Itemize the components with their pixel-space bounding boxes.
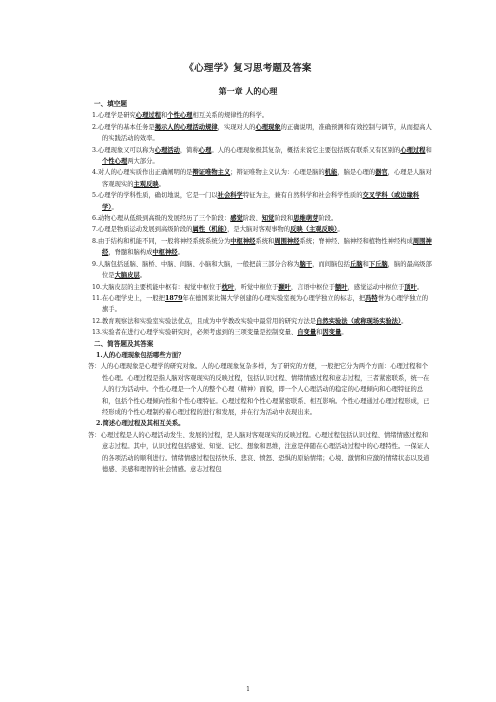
fill-in-item	[88, 327, 434, 338]
fill-in-text: ，脑的最高级部位是	[102, 260, 432, 280]
fill-in-answer: 知觉	[261, 215, 275, 223]
fill-in-text: 1.心理学是研究	[92, 112, 136, 120]
section-heading-fill-in: 一、填空题	[94, 100, 127, 108]
fill-in-text: 阶段和	[274, 215, 294, 223]
fill-in-item	[88, 122, 434, 145]
fill-in-text: ，脑是心理的	[337, 169, 376, 177]
fill-in-text: 年在德国莱比锡大学创建的心理实验室视为心理学独立的标志，把	[182, 294, 366, 302]
fill-in-text: 。	[111, 203, 118, 211]
fill-in-text: 。	[158, 180, 165, 188]
fill-in-item	[88, 190, 434, 213]
fill-in-answer: 揭示人的心理活动规律	[154, 123, 218, 131]
fill-in-answer: 自然实验法（或称现场实验法）	[316, 317, 402, 325]
fill-in-item	[88, 293, 434, 316]
document-title: 《心理学》复习思考题及答案	[184, 63, 312, 74]
fill-in-answer: 机能	[324, 169, 338, 177]
chapter-heading: 第一章 人的心理	[218, 86, 278, 96]
fill-in-text: 12.教育观察法和实验室实验法优点，且成为中学教改实验中最常用的研究方法是	[92, 317, 317, 325]
fill-in-answer: 自变量	[297, 329, 317, 337]
fill-in-answer: 心理现象	[255, 123, 281, 131]
fill-in-text: 3.心理现象又可以称为	[92, 146, 155, 154]
document-body	[88, 99, 434, 475]
fill-in-text: 4.对人的心理实质作出正确阐明的是	[92, 169, 193, 177]
fill-in-text: 阶段。	[318, 215, 338, 223]
fill-in-text: 8.由于结构和机能不同，一般将神经系统系统分为	[92, 237, 231, 245]
fill-in-text: 。	[337, 226, 344, 234]
fill-in-answer: 因变量	[322, 329, 342, 337]
fill-in-text: 的正确说明，准确预测和有效控制与调节，从而提高人的实践活动的效率。	[102, 123, 432, 143]
fill-in-answer: 主观反映	[133, 180, 159, 188]
fill-in-item	[88, 224, 434, 235]
fill-in-item	[88, 167, 434, 190]
fill-in-text: 13.实验者在进行心理学实验研究时，必须考虑到的三项变量是控制变量、	[92, 329, 298, 337]
fill-in-text: 。	[139, 272, 147, 280]
fill-in-text: 。	[401, 317, 408, 325]
fill-in-answer: 大脑皮层	[114, 272, 140, 280]
fill-in-answer: 社会科学	[217, 192, 243, 200]
fill-in-text: ，言语中枢位于	[290, 283, 335, 291]
fill-in-answer: 反映（主观反映）	[290, 226, 338, 234]
page-number: 1	[246, 686, 250, 693]
fill-in-answer: 心理过程	[400, 146, 426, 154]
fill-in-answer: 脑干	[299, 260, 313, 268]
fill-in-answer: 中枢神经	[230, 237, 256, 245]
fill-in-item	[88, 213, 434, 224]
fill-in-answer: 感觉	[230, 215, 243, 223]
fill-in-text: 。	[416, 283, 424, 291]
fill-in-answer: 器官	[375, 169, 388, 177]
fill-in-text: ，脊髓和脑构成	[108, 249, 153, 257]
fill-in-text: 。人的心理现象极其复杂，概括来说它主要包括既有联系又有区别的	[211, 146, 401, 154]
fill-in-text: 2.心理学的基本任务是	[92, 123, 155, 131]
fill-in-text: 5.心理学的学科性质，确切地说，它是一门以	[92, 192, 218, 200]
fill-in-answer: 思维萌芽	[293, 215, 319, 223]
fill-in-text: ，而间脑包括	[312, 260, 350, 268]
fill-in-answer: 颞叶	[278, 283, 291, 291]
fill-in-item	[88, 110, 434, 121]
fill-in-answer: 额叶	[335, 283, 348, 291]
fill-in-item	[88, 316, 434, 327]
fill-in-text: 11.在心理学史上，一般把	[92, 294, 165, 302]
fill-in-item	[88, 259, 434, 282]
fill-in-text: 誉为心理学独立的旗手。	[102, 294, 429, 314]
fill-in-answer: 顶叶	[404, 283, 417, 291]
section-heading-short-answer: 二、简答题及其答案	[94, 339, 154, 348]
fill-in-answer: 1879	[164, 294, 183, 302]
fill-in-text: 。	[177, 249, 184, 257]
fill-in-answer: 中枢神经	[152, 249, 178, 257]
fill-in-text: 10.大脑皮层的主要机能中枢有：视觉中枢位于	[92, 283, 222, 291]
fill-in-item	[88, 282, 434, 293]
answer-2: 答：心理过程是人的心理活动发生、发展的过程，是人脑对客观现实的反映过程。心理过程包括认识过程、情绪情感过程和意志过程。其中，认识过程包括感觉、知觉、记忆、想象和思维，注意是伴随在心理活动过程中的心理特性。一保证人的各项活动的顺利进行。情绪情感过程包括快乐、悲哀、愤怒、恐惧的原始情绪；心境、激情和应激的情绪状态以及道德感、美感和理智的社会情感。意志过程包	[88, 431, 430, 473]
answer-1: 答：人的心理现象是心理学的研究对象。人的心理现象复杂多样，为了研究的方便，一般把它分为两个方面：心理过程和个性心理。心理过程是指人脑对客观现实的反映过程，包括认识过程、情绪情感过程和意志过程，三者紧密联系，统一在人的行为活动中。个性心理是一个人的整个心理（精神）面貌，即一个人心理活动的稳定的心理倾向和心理特征的总和，包括个性心理倾向性和个性心理特征。心理过程和个性心理紧密联系、相互影响。个性心理通过心理过程形成，已经形成的个性心理制约着心理过程的进行和发展，并在行为活动中表现出来。	[88, 363, 430, 416]
fill-in-answer: 交叉学科（或边缘科学）	[102, 192, 420, 211]
fill-in-text: 7.心理是物质运动发展到高级阶段的	[92, 226, 193, 234]
fill-in-answer: 个性心理	[102, 158, 128, 166]
fill-in-text: 和	[362, 260, 369, 268]
fill-in-text: 两大部分。	[127, 158, 159, 166]
fill-in-answer: 下丘脑	[368, 260, 388, 268]
fill-in-text: 和	[160, 112, 168, 120]
fill-in-text: ，心理是人脑对客观现实的	[102, 169, 432, 188]
fill-in-text: 阶段、	[242, 215, 262, 223]
fill-in-answer: 辩证唯物主义	[192, 169, 231, 177]
fill-in-answer: 周围神经	[274, 237, 300, 245]
fill-in-item	[88, 145, 434, 168]
fill-in-text: 和	[316, 329, 323, 337]
fill-in-text: 特征为主，兼有自然科学和社会科学性质的	[242, 192, 363, 200]
fill-in-text: 。	[341, 329, 348, 337]
fill-in-answer: 心理过程	[135, 112, 161, 120]
fill-in-text: ，是大脑对客观事物的	[227, 226, 291, 234]
fill-in-text: 和	[425, 146, 432, 154]
fill-in-text: 系统；脊神经、脑神经和植物性神经构成	[299, 237, 413, 245]
question-2: 2.简述心理过程及其相互关系。	[96, 420, 185, 428]
fill-in-text: 系统和	[255, 237, 275, 245]
fill-in-answer: 心理活动	[154, 146, 180, 154]
fill-in-text: 6.动物心理从低级到高级的发展经历了三个阶段：	[92, 215, 231, 223]
fill-in-answer: 冯特	[365, 294, 378, 302]
fill-in-text: ，简称	[179, 146, 199, 154]
fill-in-answer: 心理	[198, 146, 212, 154]
fill-in-text: ，听觉中枢位于	[234, 283, 279, 291]
fill-in-answer: 属性（机能）	[192, 226, 228, 234]
fill-in-item	[88, 236, 434, 259]
fill-in-list	[88, 110, 434, 338]
fill-in-text: ；辩证唯物主义认为：心理是脑的	[230, 169, 325, 177]
fill-in-answer: 周围神经	[102, 237, 432, 257]
fill-in-text: ，实现对人的	[217, 123, 256, 131]
fill-in-text: ，感觉运动中枢位于	[347, 283, 405, 291]
question-1: 1.人的心理现象包括哪些方面？	[96, 351, 185, 359]
fill-in-text: 相互关系的规律性的科学。	[192, 112, 269, 120]
fill-in-text: 9.人脑包括延脑、脑桥、中脑、间脑、小脑和大脑，一般把前三部分合称为	[92, 260, 300, 268]
fill-in-answer: 丘脑	[349, 260, 363, 268]
fill-in-answer: 个性心理	[167, 112, 193, 120]
fill-in-answer: 枕叶	[221, 283, 235, 291]
